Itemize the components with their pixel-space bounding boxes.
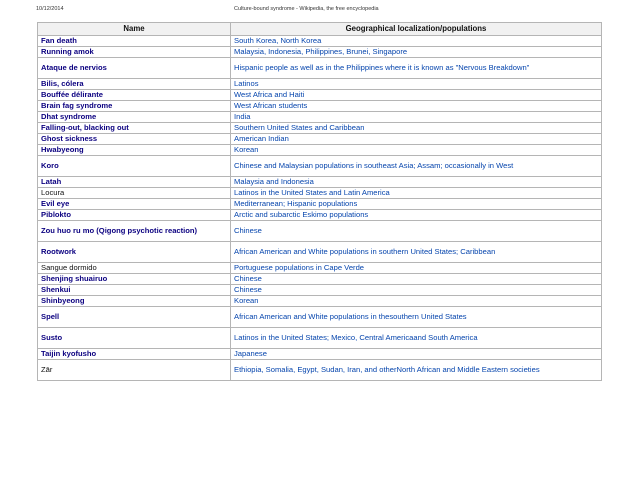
print-date: 10/12/2014 xyxy=(36,6,64,12)
table-row xyxy=(38,296,602,307)
geographic-localization-link[interactable]: Chinese xyxy=(231,221,602,242)
geographic-localization-link[interactable]: Hispanic people as well as in the Philippines where it is known as "Nervous Breakdown" xyxy=(231,58,602,79)
table-row xyxy=(38,242,602,263)
syndrome-name-link[interactable]: Zou huo ru mo (Qigong psychotic reaction) xyxy=(38,221,231,242)
syndrome-name-link[interactable]: Evil eye xyxy=(38,199,231,210)
geographic-localization-link[interactable]: Ethiopia, Somalia, Egypt, Sudan, Iran, and otherNorth African and Middle Eastern societies xyxy=(231,360,602,381)
table-row xyxy=(38,307,602,328)
geographic-localization-link[interactable]: African American and White populations in thesouthern United States xyxy=(231,307,602,328)
syndrome-name-link[interactable]: Piblokto xyxy=(38,210,231,221)
column-header-name[interactable]: Name xyxy=(38,23,231,36)
table-row xyxy=(38,156,602,177)
syndrome-name-link[interactable]: Ataque de nervios xyxy=(38,58,231,79)
geographic-localization-link[interactable]: American Indian xyxy=(231,134,602,145)
syndrome-name-link[interactable]: Bilis, cólera xyxy=(38,79,231,90)
syndrome-name-link[interactable]: Falling-out, blacking out xyxy=(38,123,231,134)
syndrome-name-link[interactable]: Fan death xyxy=(38,36,231,47)
print-header xyxy=(36,6,602,16)
geographic-localization-link[interactable]: Portuguese populations in Cape Verde xyxy=(231,263,602,274)
table-row xyxy=(38,360,602,381)
syndrome-name-link[interactable]: Sangue dormido xyxy=(38,263,231,274)
syndrome-name-link[interactable]: Rootwork xyxy=(38,242,231,263)
print-title: Culture-bound syndrome - Wikipedia, the free encyclopedia xyxy=(234,6,379,12)
geographic-localization-link[interactable]: Latinos in the United States; Mexico, Central Americaand South America xyxy=(231,328,602,349)
geographic-localization-link[interactable]: Chinese and Malaysian populations in southeast Asia; Assam; occasionally in West xyxy=(231,156,602,177)
table-row xyxy=(38,145,602,156)
syndrome-name-link[interactable]: Bouffée délirante xyxy=(38,90,231,101)
table-row xyxy=(38,199,602,210)
syndrome-name-link[interactable]: Shenjing shuairuo xyxy=(38,274,231,285)
table-row xyxy=(38,210,602,221)
geographic-localization-link[interactable]: Korean xyxy=(231,296,602,307)
geographic-localization-link[interactable]: Latinos xyxy=(231,79,602,90)
geographic-localization-link[interactable]: Mediterranean; Hispanic populations xyxy=(231,199,602,210)
table-row xyxy=(38,328,602,349)
syndrome-name-link[interactable]: Hwabyeong xyxy=(38,145,231,156)
table-row xyxy=(38,188,602,199)
table-header-row xyxy=(38,23,602,36)
syndrome-name-link[interactable]: Shinbyeong xyxy=(38,296,231,307)
geographic-localization-link[interactable]: African American and White populations in southern United States; Caribbean xyxy=(231,242,602,263)
syndrome-name-link[interactable]: Brain fag syndrome xyxy=(38,101,231,112)
syndrome-name-link[interactable]: Dhat syndrome xyxy=(38,112,231,123)
syndrome-name-link[interactable]: Running amok xyxy=(38,47,231,58)
syndrome-name-link[interactable]: Spell xyxy=(38,307,231,328)
syndrome-name-link[interactable]: Susto xyxy=(38,328,231,349)
table-row xyxy=(38,112,602,123)
syndrome-name-link[interactable]: Shenkui xyxy=(38,285,231,296)
table-row xyxy=(38,285,602,296)
table-row xyxy=(38,263,602,274)
syndrome-name-link[interactable]: Zār xyxy=(38,360,231,381)
table-row xyxy=(38,177,602,188)
geographic-localization-link[interactable]: Arctic and subarctic Eskimo populations xyxy=(231,210,602,221)
table-row xyxy=(38,101,602,112)
table-row xyxy=(38,58,602,79)
table-row xyxy=(38,274,602,285)
table-row xyxy=(38,47,602,58)
table-row xyxy=(38,90,602,101)
table-row xyxy=(38,79,602,90)
table-row xyxy=(38,134,602,145)
geographic-localization-link[interactable]: West Africa and Haiti xyxy=(231,90,602,101)
geographic-localization-link[interactable]: West African students xyxy=(231,101,602,112)
syndrome-name-link[interactable]: Latah xyxy=(38,177,231,188)
table-row xyxy=(38,36,602,47)
geographic-localization-link[interactable]: Malaysia, Indonesia, Philippines, Brunei, Singapore xyxy=(231,47,602,58)
syndrome-name-link[interactable]: Taijin kyofusho xyxy=(38,349,231,360)
table-row xyxy=(38,221,602,242)
table-body xyxy=(38,36,602,381)
syndrome-name-link[interactable]: Locura xyxy=(38,188,231,199)
geographic-localization-link[interactable]: Chinese xyxy=(231,285,602,296)
geographic-localization-link[interactable]: Korean xyxy=(231,145,602,156)
geographic-localization-link[interactable]: Malaysia and Indonesia xyxy=(231,177,602,188)
geographic-localization-link[interactable]: Chinese xyxy=(231,274,602,285)
syndrome-name-link[interactable]: Ghost sickness xyxy=(38,134,231,145)
table-row xyxy=(38,123,602,134)
column-header-geography[interactable]: Geographical localization/populations xyxy=(231,23,602,36)
culture-bound-syndromes-table xyxy=(37,22,602,381)
geographic-localization-link[interactable]: South Korea, North Korea xyxy=(231,36,602,47)
table-row xyxy=(38,349,602,360)
geographic-localization-link[interactable]: Japanese xyxy=(231,349,602,360)
geographic-localization-link[interactable]: Latinos in the United States and Latin America xyxy=(231,188,602,199)
geographic-localization-link[interactable]: India xyxy=(231,112,602,123)
syndrome-name-link[interactable]: Koro xyxy=(38,156,231,177)
geographic-localization-link[interactable]: Southern United States and Caribbean xyxy=(231,123,602,134)
